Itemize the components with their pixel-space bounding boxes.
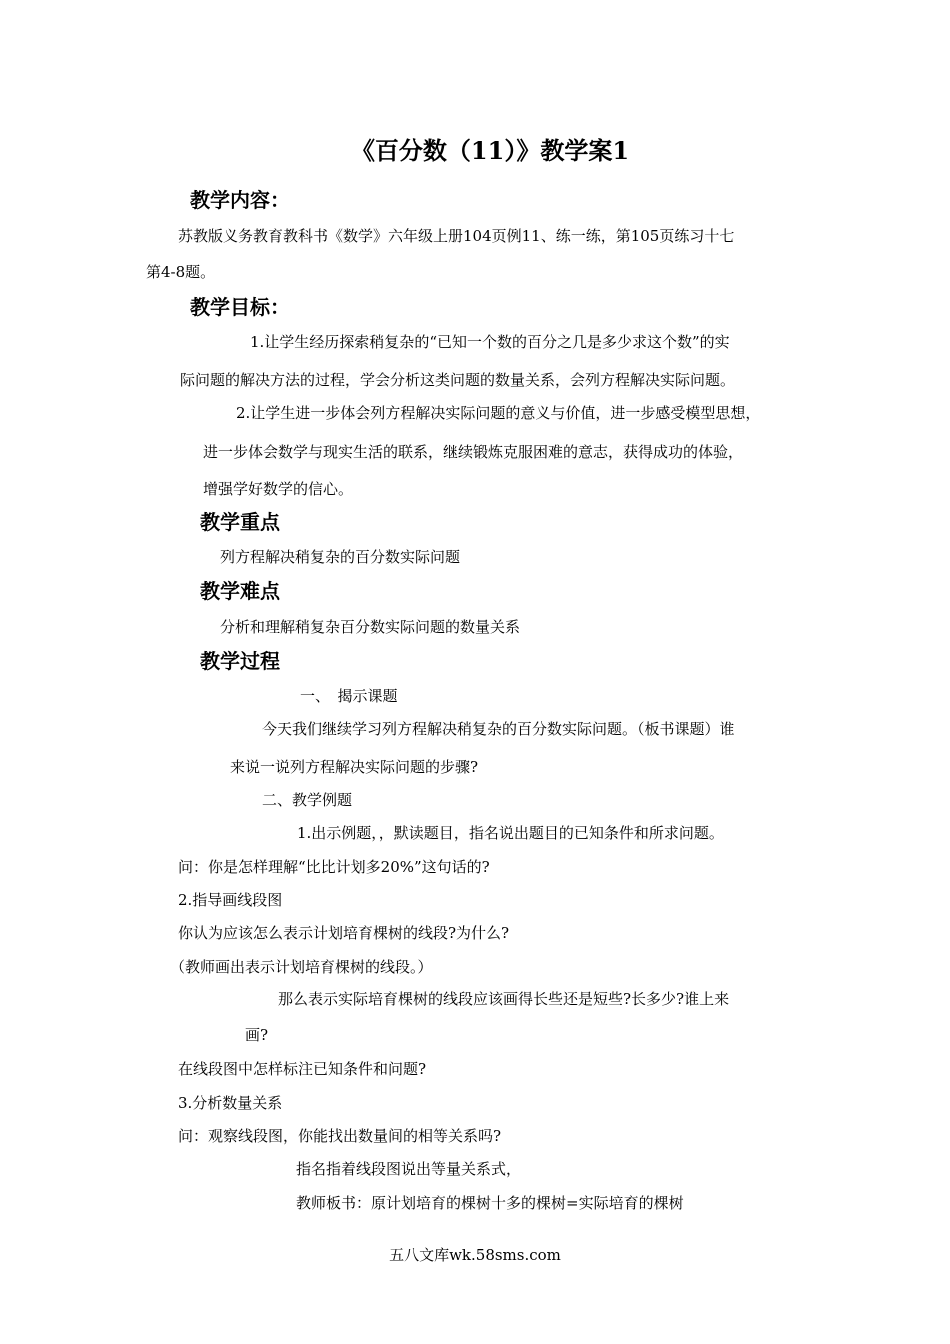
question-5: 问：观察线段图，你能找出数量间的相等关系吗?: [178, 1127, 502, 1145]
goal-1-line-2: 际问题的解决方法的过程，学会分析这类问题的数量关系，会列方程解决实际问题。: [180, 371, 736, 389]
step-1-title: 一、 揭示课题: [300, 687, 398, 705]
footer-watermark: 五八文库wk.58sms.com: [389, 1246, 561, 1264]
goal-2-line-2: 进一步体会数学与现实生活的联系，继续锻炼克服困难的意志，获得成功的体验，: [203, 443, 744, 461]
example-1: 1.出示例题，，默读题目，指名说出题目的已知条件和所求问题。: [297, 824, 724, 842]
item-3: 3.分析数量关系: [178, 1094, 283, 1112]
item-2: 2.指导画线段图: [178, 891, 283, 909]
key-points-text: 列方程解决稍复杂的百分数实际问题: [220, 548, 461, 566]
heading-teaching-goals: 教学目标：: [190, 295, 290, 319]
content-line-1: 苏教版义务教育教科书《数学》六年级上册104页例11、练一练，第105页练习十七: [178, 227, 735, 245]
note-1: （教师画出表示计划培育棵树的线段。）: [170, 958, 433, 976]
step-1-line-1: 今天我们继续学习列方程解决稍复杂的百分数实际问题。（板书课题）谁: [262, 720, 735, 738]
difficulties-text: 分析和理解稍复杂百分数实际问题的数量关系: [220, 618, 521, 636]
heading-difficulties: 教学难点: [200, 579, 280, 603]
heading-teaching-content: 教学内容：: [190, 188, 290, 212]
question-1: 问：你是怎样理解“比比计划多20%”这句话的?: [178, 858, 490, 876]
line-b: 教师板书：原计划培育的棵树十多的棵树=实际培育的棵树: [296, 1194, 684, 1212]
question-3-line-1: 那么表示实际培育棵树的线段应该画得长些还是短些?长多少?谁上来: [278, 990, 730, 1008]
step-1-line-2: 来说一说列方程解决实际问题的步骤?: [230, 758, 479, 776]
question-2: 你认为应该怎么表示计划培育棵树的线段?为什么?: [178, 924, 510, 942]
heading-teaching-process: 教学过程: [200, 649, 280, 673]
question-3-line-2: 画?: [245, 1026, 269, 1044]
document-title: 《百分数（11）》教学案1: [350, 136, 630, 165]
heading-key-points: 教学重点: [200, 510, 280, 534]
content-line-2: 第4-8题。: [146, 263, 216, 281]
question-4: 在线段图中怎样标注已知条件和问题?: [178, 1060, 427, 1078]
line-a: 指名指着线段图说出等量关系式，: [296, 1160, 522, 1178]
goal-2-line-1: 2.让学生进一步体会列方程解决实际问题的意义与价值，进一步感受模型思想，: [236, 404, 761, 422]
step-2-title: 二、教学例题: [262, 791, 353, 809]
goal-2-line-3: 增强学好数学的信心。: [203, 480, 354, 498]
goal-1-line-1: 1.让学生经历探索稍复杂的“已知一个数的百分之几是多少求这个数”的实: [250, 333, 730, 351]
